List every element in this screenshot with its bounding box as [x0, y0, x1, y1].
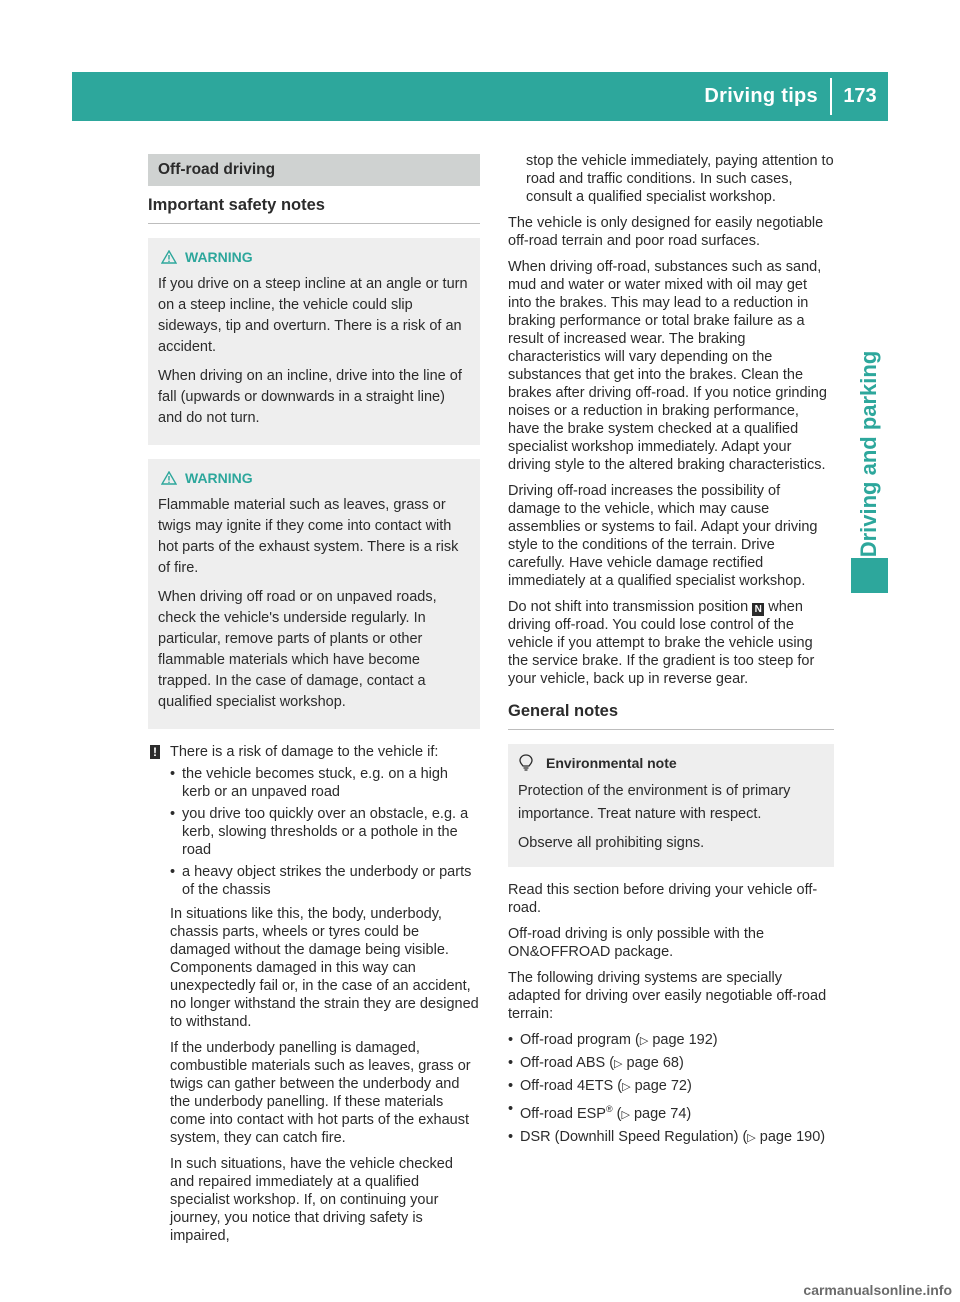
text-span: Do not shift into transmission position — [508, 599, 749, 615]
header-bar — [72, 72, 888, 121]
warning-triangle-icon — [161, 471, 177, 485]
env-title: Environmental note — [546, 755, 677, 771]
text-span: when driving off-road. You could lose control of the vehicle if you attempt to brake the vehicle using the service brake. If the gradient is too steep for your vehicle, back up in reverse gear. — [508, 599, 815, 687]
page-reference-link[interactable]: page 68) — [626, 1055, 684, 1071]
left-column — [148, 148, 480, 1253]
watermark: carmanualsonline.info — [803, 1282, 952, 1298]
system-name: Off-road 4ETS ( — [520, 1078, 623, 1094]
lightbulb-icon — [518, 754, 534, 772]
warning-text: When driving on an incline, drive into the line of fall (upwards or downwards in a straight line) and do not turn. — [158, 368, 462, 426]
warning-triangle-icon — [161, 250, 177, 264]
system-name: Off-road ESP — [520, 1105, 606, 1122]
env-text: Protection of the environment is of primary importance. Treat nature with respect. — [518, 783, 791, 822]
damage-list — [170, 765, 480, 899]
reference-arrow-icon: ▷ — [747, 1131, 756, 1144]
right-column — [508, 152, 834, 1153]
list-item — [508, 1054, 834, 1073]
notice-intro: There is a risk of damage to the vehicle if: — [170, 744, 439, 760]
exclamation-icon: ! — [150, 745, 160, 759]
reference-arrow-icon: ▷ — [639, 1035, 649, 1047]
notice-body — [170, 743, 480, 1253]
notice-text: If the underbody panelling is damaged, combustible materials such as leaves, grass or twigs can gather between the underbody and the underbody panelling. If these materials come into contact with hot parts of the exhaust system, they can catch fire. — [170, 1040, 471, 1146]
body-text: The vehicle is only designed for easily negotiable off-road terrain and poor road surfaces. — [508, 215, 824, 249]
reference-arrow-icon: ▷ — [614, 1058, 623, 1070]
reference-arrow-icon: ▷ — [621, 1108, 630, 1121]
body-text: The following driving systems are specially adapted for driving over easily negotiable off-road terrain: — [508, 970, 827, 1022]
list-item — [508, 1128, 834, 1147]
env-heading — [518, 754, 824, 772]
header-title: Driving tips — [704, 85, 818, 107]
subheading-safety-notes: Important safety notes — [148, 196, 480, 224]
environmental-note-box — [508, 744, 834, 867]
list-item: • a heavy object strikes the underbody or parts of the chassis — [170, 863, 480, 899]
body-text: Driving off-road increases the possibility of damage to the vehicle, which may cause assemblies or systems to fail. Adapt your driving style to the conditions of the terrain. Drive carefully. Have vehicle damage rectified immediately at a qualified specialist workshop. — [508, 483, 818, 589]
page-reference-link[interactable]: page 74) — [633, 1105, 692, 1122]
notice-text: In such situations, have the vehicle checked and repaired immediately at a qualified specialist workshop. If, on continuing your journey, you notice that driving safety is impaired, — [170, 1156, 453, 1244]
subheading-general-notes: General notes — [508, 702, 834, 730]
reference-arrow-icon: ▷ — [622, 1081, 631, 1093]
page-number: 173 — [843, 85, 877, 107]
section-title: Off-road driving — [148, 154, 480, 186]
env-text: Observe all prohibiting signs. — [518, 835, 705, 851]
warning-title: WARNING — [185, 470, 253, 486]
warning-text: If you drive on a steep incline at an angle or turn on a steep incline, the vehicle could slip sideways, tip and overturn. There is a risk of an accident. — [158, 276, 468, 355]
system-name: DSR (Downhill Speed Regulation) ( — [520, 1128, 748, 1145]
registered-mark: ® — [605, 1104, 613, 1114]
list-item: • the vehicle becomes stuck, e.g. on a high kerb or an unpaved road — [170, 765, 480, 801]
warning-box-incline — [148, 238, 480, 445]
side-tab-label: Driving and parking — [856, 350, 881, 558]
list-item — [508, 1031, 834, 1050]
list-item — [508, 1077, 834, 1096]
warning-text: When driving off road or on unpaved roads, check the vehicle's underside regularly. In particular, remove parts of plants or other flammable materials which have become trapped. In the case of damage, contact a qualified specialist workshop. — [158, 589, 437, 710]
warning-heading — [158, 469, 470, 487]
transmission-n-icon: N — [752, 603, 764, 616]
warning-heading — [158, 248, 470, 266]
driving-systems-list — [508, 1031, 834, 1147]
page-reference-link[interactable]: page 72) — [634, 1078, 692, 1094]
system-name: ( — [612, 1105, 622, 1122]
continued-text: stop the vehicle immediately, paying attention to road and traffic conditions. In such cases, consult a qualified specialist workshop. — [526, 153, 834, 205]
body-text: Read this section before driving your vehicle off-road. — [508, 882, 818, 916]
system-name: Off-road program ( — [520, 1032, 640, 1048]
notice-text: In situations like this, the body, underbody, chassis parts, wheels or tyres could be damaged without the damage being visible. Components damaged in this way can unexpectedly fail or, in the case of an accident, no longer withstand the strain they are designed to withstand. — [170, 906, 479, 1030]
list-item: • you drive too quickly over an obstacle, e.g. a kerb, slowing thresholds or a pothole in the road — [170, 805, 480, 859]
page-reference-link[interactable]: page 190) — [759, 1128, 826, 1145]
warning-text: Flammable material such as leaves, grass or twigs may ignite if they come into contact with hot parts of the exhaust system. There is a risk of fire. — [158, 497, 459, 576]
side-tab-marker — [851, 558, 888, 593]
list-item — [508, 1100, 834, 1124]
body-text: When driving off-road, substances such as sand, mud and water or water mixed with oil may get into the brakes. This may lead to a reduction in braking performance or total brake failure as a result of increased wear. The braking characteristics will vary depending on the substances that get into the brakes. Clean the brakes after driving off-road. If you notice grinding noises or a reduction in braking performance, have the brake system checked at a qualified specialist workshop immediately. Adapt your driving style to the altered braking characteristics. — [508, 259, 827, 473]
page-reference-link[interactable]: page 192) — [652, 1032, 718, 1048]
body-text-transmission — [508, 598, 834, 688]
damage-notice — [148, 743, 480, 1253]
warning-title: WARNING — [185, 249, 253, 265]
body-text: Off-road driving is only possible with the ON&OFFROAD package. — [508, 926, 765, 960]
system-name: Off-road ABS ( — [520, 1055, 615, 1071]
warning-box-fire — [148, 459, 480, 729]
